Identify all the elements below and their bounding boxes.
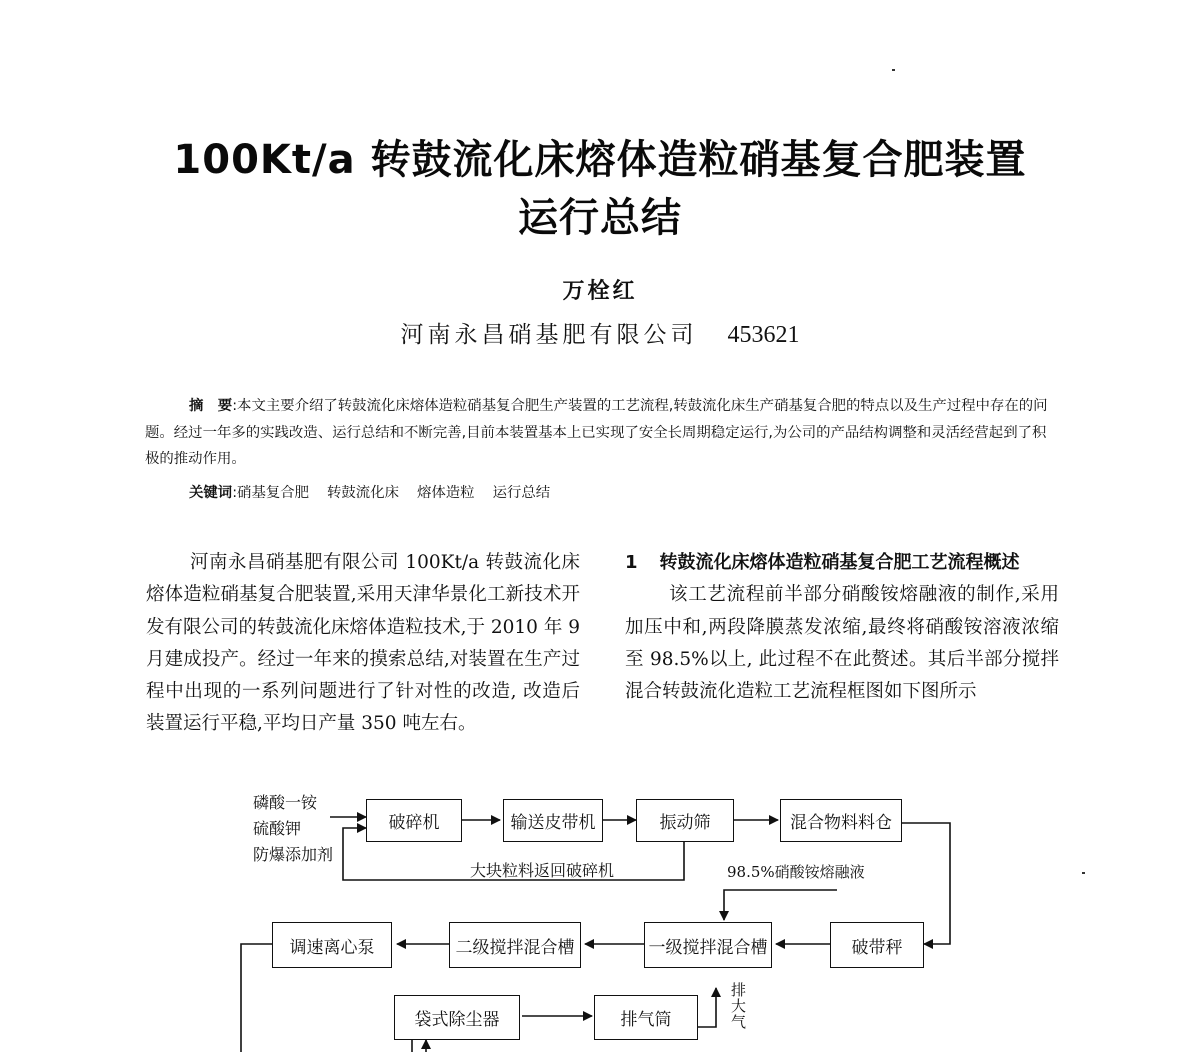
paper-title-line2: 运行总结	[518, 195, 682, 241]
postcode: 453621	[727, 322, 800, 348]
box-mixed-material-bin: 混合物料料仓	[780, 799, 902, 842]
scan-speck	[1082, 872, 1085, 874]
abstract-label: 摘 要	[189, 398, 233, 414]
input-label-map: 磷酸一铵	[253, 793, 318, 812]
keywords-separator: :	[232, 485, 238, 501]
input-label-potassium-sulfate: 硫酸钾	[253, 819, 302, 838]
abstract-text: 本文主要介绍了转鼓流化床熔体造粒硝基复合肥生产装置的工艺流程,转鼓流化床生产硝基复合肥的特点以及生产过程中存在的问题。经过一年多的实践改造、运行总结和不断完善,目前本装置基本上已实现了安全长周期稳定运行,为公司的产品结构调整和灵活经营起到了积极的推动作用。	[145, 398, 1048, 467]
paper-title-line1: 100Kt/a 转鼓流化床熔体造粒硝基复合肥装置	[173, 137, 1027, 183]
section-number: 1	[625, 552, 638, 573]
abstract-separator: :	[232, 398, 238, 414]
box-vibrating-screen: 振动筛	[636, 799, 734, 842]
box-exhaust-stack: 排气筒	[594, 995, 698, 1040]
affiliation-name: 河南永昌硝基肥有限公司	[400, 322, 698, 348]
keyword: 运行总结	[492, 485, 551, 501]
label-vent-to-atmosphere: 排大气	[731, 981, 747, 1031]
input-label-antiexplosion-additive: 防爆添加剂	[253, 845, 334, 864]
section-title: 转鼓流化床熔体造粒硝基复合肥工艺流程概述	[659, 552, 1020, 573]
keyword: 熔体造粒	[416, 485, 475, 501]
keyword: 硝基复合肥	[237, 485, 310, 501]
box-bag-filter: 袋式除尘器	[394, 995, 520, 1040]
section-paragraph: 该工艺流程前半部分硝酸铵熔融液的制作,采用加压中和,两段降膜蒸发浓缩,最终将硝酸铵溶液浓缩至 98.5%以上, 此过程不在此赘述。其后半部分搅拌混合转鼓流化造粒工艺流程框图如下图所示	[625, 584, 1059, 703]
box-conveyor-belt: 输送皮带机	[503, 799, 603, 842]
box-primary-mixer: 一级搅拌混合槽	[644, 922, 772, 968]
keyword: 转鼓流化床	[327, 485, 399, 501]
author-name: 万栓红	[562, 278, 638, 304]
label-oversize-return: 大块粒料返回破碎机	[470, 861, 615, 880]
keywords-label: 关键词	[189, 485, 233, 501]
box-belt-scale: 破带秤	[830, 922, 924, 968]
box-variable-speed-pump: 调速离心泵	[272, 922, 392, 968]
label-melt-feed: 98.5%硝酸铵熔融液	[727, 863, 865, 881]
box-secondary-mixer: 二级搅拌混合槽	[449, 922, 581, 968]
scan-speck	[892, 69, 895, 71]
intro-paragraph: 河南永昌硝基肥有限公司 100Kt/a 转鼓流化床熔体造粒硝基复合肥装置,采用天津华景化工新技术开发有限公司的转鼓流化床熔体造粒技术,于 2010 年 9 月建成投产。经过一年来的摸索总结,对装置在生产过程中出现的一系列问题进行了针对性的改造, 改造后装置运行平稳,平均日产量 350 吨左右。	[146, 552, 580, 735]
box-crusher: 破碎机	[366, 799, 462, 842]
